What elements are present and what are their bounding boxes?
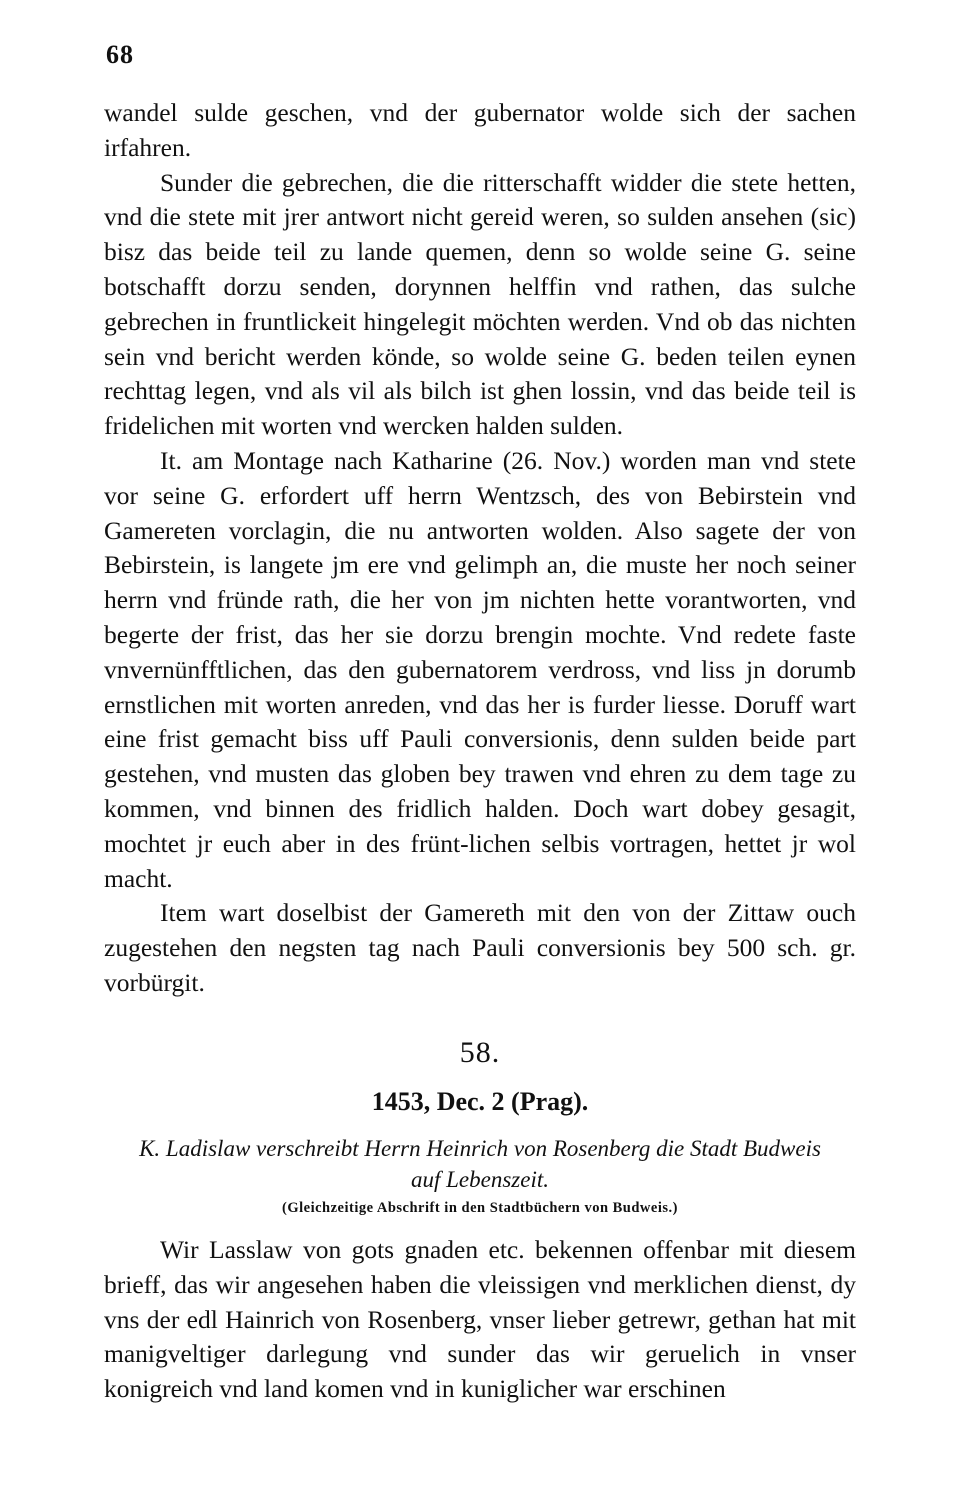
body-text-document (104, 1233, 856, 1407)
document-summary: K. Ladislaw verschreibt Herrn Heinrich von Rosenberg die Stadt Budweis auf Lebenszeit. (139, 1136, 821, 1192)
paragraph-montage: It. am Montage nach Katharine (26. Nov.) worden man vnd stete vor seine G. erfordert uff herrn Wentzsch, des von Bebirstein vnd Gamereten vorclagin, die nu antworten wolden. Also sagete der von Bebirstein, is langete jm ere vnd gelimph an, die muste her noch seiner herrn vnd fründe rath, die her von jm nichten hette vorantworten, vnd begerte der frist, das her sie dorzu brengin mochte. Vnd redete faste vnvernünfftlichen, das den gubernatorem verdross, vnd liss jn dorumb ernstlichen mit worten anreden, vnd das her is furder liesse. Doruff wart eine frist gemacht biss uff Pauli conversionis, denn sulden beide part gestehen, vnd musten das globen bey trawen vnd ehren zu dem tage zu kommen, vnd binnen des fridlich halden. Doch wart dobey gesagit, mochtet jr euch aber in des frünt-lichen selbis vortragen, hettet jr wol macht. (104, 445, 856, 893)
page-number: 68 (106, 40, 134, 69)
body-text-top (104, 96, 856, 1001)
paragraph-continuation: wandel sulde geschen, vnd der gubernator wolde sich der sachen irfahren. (104, 98, 856, 162)
document-date: 1453, Dec. 2 (Prag). (371, 1087, 589, 1116)
paragraph-charter-opening: Wir Lasslaw von gots gnaden etc. bekennen offenbar mit diesem brieff, das wir angesehen haben die vleissigen vnd merklichen dienst, dy vns der edl Hainrich von Rosenberg, vnser lieber getrewr, gethan hat mit manigveltiger darlegung vnd sunder das wir geruelich in vnser konigreich vnd land komen vnd in kuniglicher war erschinen (104, 1235, 856, 1404)
document-source-note: (Gleichzeitige Abschrift in den Stadtbüchern von Budweis.) (282, 1200, 678, 1216)
paragraph-item: Item wart doselbist der Gamereth mit den von der Zittaw ouch zugestehen den negsten tag nach Pauli conversionis bey 500 sch. gr. vorbürgit. (104, 898, 856, 997)
paragraph-sunder: Sunder die gebrechen, die die ritterschafft widder die stete hetten, vnd die stete mit jrer antwort nicht gereid weren, so sulden ansehen (sic) bisz das beide teil zu lande quemen, denn so wolde seine G. seine botschafft dorzu senden, dorynnen helffin vnd rathen, das sulche gebrechen in fruntlickeit hingelegit möchten werden. Vnd ob das nichten sein vnd bericht werden könde, so wolde seine G. beden teilen eynen rechttag legen, vnd als vil als bilch ist ghen lossin, vnd das beide teil is fridelichen mit worten vnd wercken halden sulden. (104, 167, 856, 441)
document-number: 58. (459, 1036, 501, 1069)
